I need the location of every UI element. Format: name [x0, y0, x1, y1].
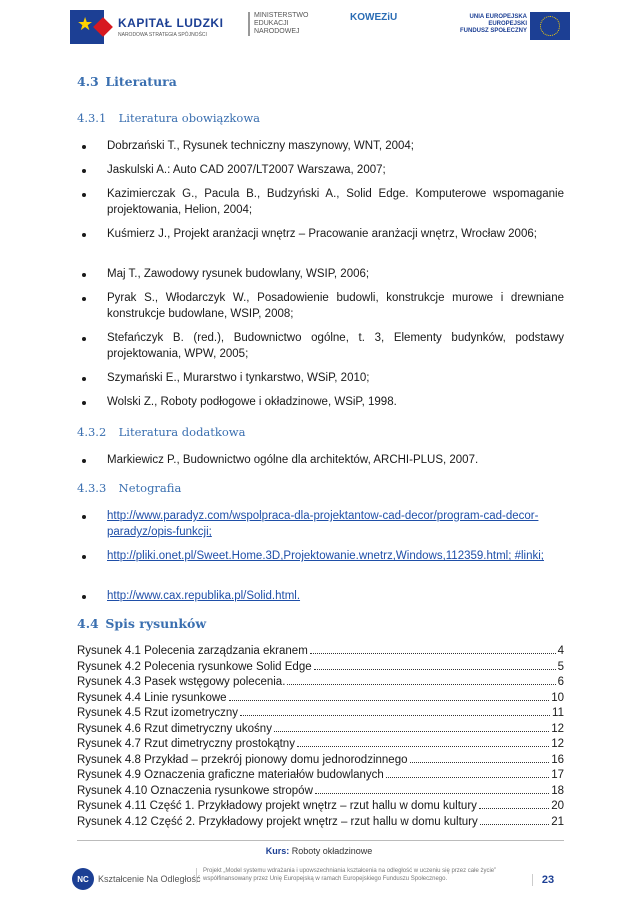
toc-entry[interactable] — [77, 815, 564, 831]
list-item — [77, 162, 564, 178]
ministry-logo — [248, 12, 308, 36]
section-number: 4.3 — [77, 74, 99, 89]
toc-label: Rysunek 4.10 Oznaczenia rysunkowe stropów — [77, 784, 313, 797]
toc-label: Rysunek 4.11 Część 1. Przykładowy projekt wnętrz – rzut hallu w domu kultury — [77, 800, 477, 812]
ministry-line: MINISTERSTWO — [254, 12, 309, 19]
reference-text: Maj T., Zawodowy rysunek budowlany, WSIP, 2006; — [107, 268, 370, 280]
reference-text: Kuśmierz J., Projekt aranżacji wnętrz – Pracowanie aranżacji wnętrz, Wrocław 2006; — [107, 228, 537, 240]
toc-label: Rysunek 4.3 Pasek wstęgowy polecenia. — [77, 676, 286, 688]
list-item — [77, 370, 564, 386]
toc-page: 21 — [551, 815, 564, 828]
subsection-heading — [77, 110, 260, 126]
list-item — [77, 548, 564, 564]
list-item — [77, 394, 564, 410]
toc-entry[interactable] — [77, 768, 564, 784]
subsection-title: Netografia — [118, 481, 182, 495]
course-prefix: Kurs: — [265, 846, 290, 856]
list-item — [77, 588, 564, 604]
ministry-line: EDUKACJI — [254, 20, 289, 27]
toc-page: 4 — [557, 645, 564, 657]
section-title: Literatura — [105, 74, 177, 89]
toc-page: 18 — [551, 784, 564, 797]
reference-text: Pyrak S., Włodarczyk W., Posadowienie budowli, konstrukcje murowe i drewniane konstrukcje budowlane, WSIP, 2008; — [107, 292, 564, 320]
subsection-heading — [77, 424, 246, 440]
toc-label: Rysunek 4.8 Przykład – przekrój pionowy domu jednorodzinnego — [77, 753, 408, 766]
list-item — [77, 452, 564, 468]
toc-page: 5 — [557, 660, 564, 673]
eu-line: FUNDUSZ SPOŁECZNY — [460, 28, 528, 34]
toc-page: 12 — [551, 738, 564, 750]
section-heading — [77, 616, 206, 632]
page-header — [0, 0, 638, 58]
toc-label: Rysunek 4.7 Rzut dimetryczny prostokątny — [77, 738, 295, 750]
toc-label: Rysunek 4.4 Linie rysunkowe — [77, 691, 227, 704]
reference-text: Markiewicz P., Budownictwo ogólne dla architektów, ARCHI-PLUS, 2007. — [107, 454, 479, 466]
list-item — [77, 138, 564, 154]
list-item — [77, 186, 564, 218]
course-label — [0, 846, 638, 856]
kno-logo — [72, 868, 201, 890]
kapital-ludzki-subtitle: NARODOWA STRATEGIA SPÓJNOŚCI — [118, 32, 207, 38]
reference-text: Kazimierczak G., Pacula B., Budzyński A., Solid Edge. Komputerowe wspomaganie projektowania, Helion, 2004; — [107, 188, 564, 216]
toc-page: 12 — [551, 722, 564, 735]
toc-entry[interactable] — [77, 784, 564, 800]
kapital-ludzki-logo — [70, 10, 223, 44]
eu-flag-icon — [530, 12, 570, 40]
toc-entry[interactable] — [77, 799, 564, 815]
list-item — [77, 290, 564, 322]
kapital-ludzki-icon: ★ — [70, 10, 104, 44]
toc-label: Rysunek 4.12 Część 2. Przykładowy projekt wnętrz – rzut hallu w domu kultury — [77, 815, 478, 828]
toc-label: Rysunek 4.2 Polecenia rysunkowe Solid Edge — [77, 660, 312, 673]
subsection-number: 4.3.2 — [77, 425, 107, 439]
list-item — [77, 508, 564, 540]
reference-text: Dobrzański T., Rysunek techniczny maszynowy, WNT, 2004; — [107, 140, 414, 152]
toc-entry[interactable] — [77, 753, 564, 769]
toc-label: Rysunek 4.6 Rzut dimetryczny ukośny — [77, 722, 272, 735]
kno-icon: NC — [72, 868, 94, 890]
toc-entry[interactable] — [77, 706, 564, 722]
toc-page: 10 — [551, 691, 564, 704]
subsection-number: 4.3.3 — [77, 481, 107, 495]
course-name: Roboty okładzinowe — [291, 846, 373, 856]
kowezu-title: KOWEZiU — [350, 12, 398, 23]
section-heading — [77, 74, 177, 90]
list-item — [77, 330, 564, 362]
eu-line: UNIA EUROPEJSKA — [469, 14, 528, 20]
reference-text: Jaskulski A.: Auto CAD 2007/LT2007 Warszawa, 2007; — [107, 164, 386, 176]
reference-text: Szymański E., Murarstwo i tynkarstwo, WSiP, 2010; — [107, 372, 370, 384]
toc-page: 11 — [552, 707, 564, 719]
page-number: 23 — [532, 874, 563, 886]
toc-label: Rysunek 4.5 Rzut izometryczny — [77, 707, 239, 719]
toc-page: 16 — [551, 753, 564, 766]
toc-label: Rysunek 4.9 Oznaczenia graficzne materiałów budowlanych — [77, 769, 384, 781]
toc-page: 20 — [551, 800, 564, 812]
subsection-title: Literatura obowiązkowa — [118, 111, 261, 125]
toc-entry[interactable] — [77, 660, 564, 676]
reference-link[interactable]: http://www.paradyz.com/wspolpraca-dla-projektantow-cad-decor/program-cad-decor-paradyz/opis-funkcji; — [107, 510, 539, 538]
toc-entry[interactable] — [77, 722, 564, 738]
kowezu-logo — [350, 12, 397, 23]
reference-text: Stefańczyk B. (red.), Budownictwo ogólne, t. 3, Elementy budynków, podstawy projektowania, WPW, 2005; — [107, 332, 564, 360]
subsection-title: Literatura dodatkowa — [118, 425, 246, 439]
toc-entry[interactable] — [77, 675, 564, 691]
kno-name: Kształcenie Na Odległość — [98, 874, 201, 884]
toc-page: 6 — [557, 676, 564, 688]
list-item — [77, 266, 564, 282]
toc-entry[interactable] — [77, 644, 564, 660]
section-number: 4.4 — [77, 616, 99, 631]
toc-entry[interactable] — [77, 691, 564, 707]
footer-divider — [77, 840, 564, 841]
subsection-number: 4.3.1 — [77, 111, 107, 125]
ministry-line: NARODOWEJ — [254, 28, 300, 35]
figure-list — [77, 644, 564, 830]
reference-text: Wolski Z., Roboty podłogowe i okładzinowe, WSiP, 1998. — [107, 396, 397, 408]
list-item — [77, 226, 564, 242]
kapital-ludzki-title: KAPITAŁ LUDZKI — [118, 16, 224, 30]
section-title: Spis rysunków — [105, 616, 207, 631]
subsection-heading — [77, 480, 181, 496]
toc-label: Rysunek 4.1 Polecenia zarządzania ekranem — [77, 645, 308, 657]
eu-line: EUROPEJSKI — [488, 21, 528, 27]
reference-link[interactable]: http://www.cax.republika.pl/Solid.html. — [107, 590, 301, 602]
toc-entry[interactable] — [77, 737, 564, 753]
reference-link[interactable]: http://pliki.onet.pl/Sweet.Home.3D,Projektowanie.wnetrz,Windows,112359.html; #linki; — [107, 550, 544, 562]
project-description: Projekt „Model systemu wdrażania i upowszechniania kształcenia na odległość w uczeniu się przez całe życie” współfinansowany przez Unię Europejską w ramach Europejskiego Funduszu Społecznego. — [196, 868, 513, 883]
eu-logo-text — [460, 14, 527, 35]
toc-page: 17 — [551, 769, 564, 781]
